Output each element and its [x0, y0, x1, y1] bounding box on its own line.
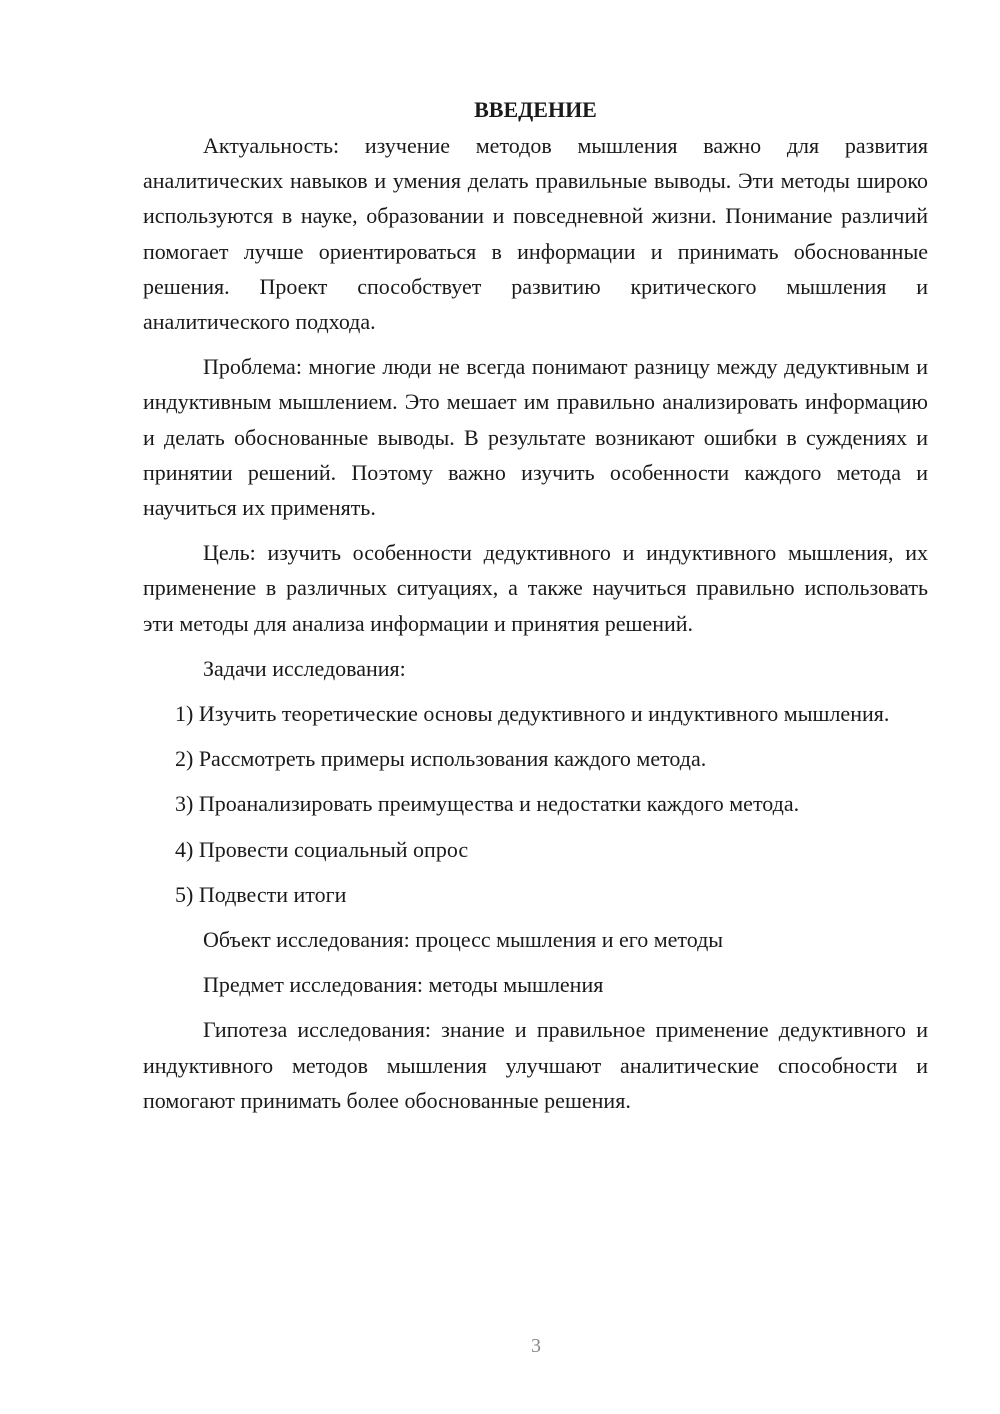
tasks-heading: Задачи исследования: [203, 655, 406, 681]
page-number: 3 [531, 1335, 541, 1357]
tasks-list [143, 696, 928, 912]
list-item: 3) Проанализировать преимущества и недостатки каждого метода. [175, 791, 800, 817]
paragraph-goal: Цель: изучить особенности дедуктивного и индуктивного мышления, их применение в различных ситуациях, а также научиться правильно использовать эти методы для анализа информации и принятия решений. [143, 540, 928, 636]
list-item: 2) Рассмотреть примеры использования каждого метода. [175, 746, 707, 772]
page-content [143, 94, 928, 1128]
paragraph-object: Объект исследования: процесс мышления и его методы [203, 927, 724, 953]
paragraph-subject: Предмет исследования: методы мышления [203, 972, 604, 998]
paragraph-relevance: Актуальность: изучение методов мышления важно для развития аналитических навыков и умения делать правильные выводы. Эти методы широко используются в науке, образовании и повседневной жизни. Понимание различий помогает лучше ориентироваться в информации и принимать обоснованные решения. Проект способствует развитию критического мышления и аналитического подхода. [143, 133, 928, 335]
paragraph-problem: Проблема: многие люди не всегда понимают разницу между дедуктивным и индуктивным мышлением. Это мешает им правильно анализировать информацию и делать обоснованные выводы. В результате возникают ошибки в суждениях и принятии решений. Поэтому важно изучить особенности каждого метода и научиться их применять. [143, 354, 928, 521]
paragraph-hypothesis: Гипотеза исследования: знание и правильное применение дедуктивного и индуктивного методов мышления улучшают аналитические способности и помогают принимать более обоснованные решения. [143, 1017, 928, 1113]
list-item: 4) Провести социальный опрос [175, 836, 469, 862]
list-item: 1) Изучить теоретические основы дедуктивного и индуктивного мышления. [175, 701, 890, 727]
list-item: 5) Подвести итоги [175, 881, 347, 907]
section-title: ВВЕДЕНИЕ [474, 97, 597, 122]
